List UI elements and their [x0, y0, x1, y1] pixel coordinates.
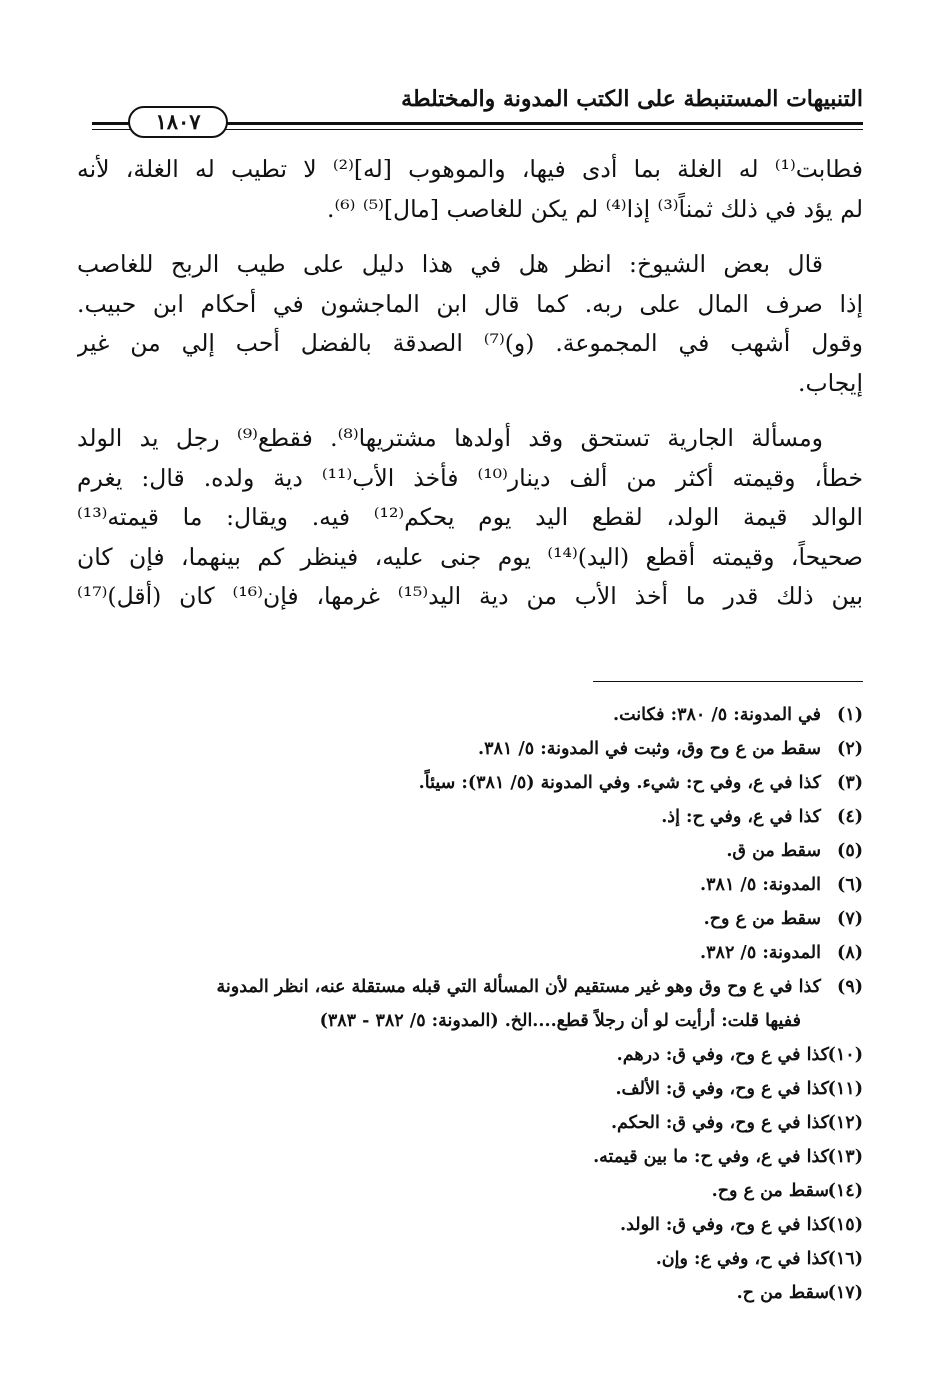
footnote-text: كذا في ح، وفي ع: وإن. — [655, 1249, 829, 1269]
page-number: ١٨٠٧ — [128, 106, 228, 138]
footnote-number: (١١) — [827, 1079, 863, 1099]
footnote-item — [73, 868, 863, 902]
text-line: فطابت⁽¹⁾ له الغلة بما أدى فيها، والموهوب [له]⁽²⁾ لا تطيب له الغلة، لأنه — [77, 155, 863, 183]
footnote-number: (٧) — [837, 909, 863, 929]
footnote-text: سقط من ع وح. — [703, 909, 821, 929]
footnote-number: (٨) — [837, 943, 863, 963]
text-line: الوالد قيمة الولد، لقطع اليد يوم يحكم⁽¹²⁾ فيه. ويقال: ما قيمته⁽¹³⁾ — [77, 503, 863, 531]
footnote-number: (١٠) — [827, 1045, 863, 1065]
footnote-item — [73, 1276, 863, 1310]
footnote-text: المدونة: ٥/ ٣٨١. — [700, 875, 821, 895]
footnote-text: كذا في ع، وفي ح: ما بين قيمته. — [593, 1147, 829, 1167]
footnote-item — [73, 1174, 863, 1208]
footnote-text: كذا في ع وح، وفي ق: درهم. — [616, 1045, 829, 1065]
footnote-item — [73, 766, 863, 800]
footnote-text: في المدونة: ٥/ ٣٨٠: فكانت. — [613, 705, 821, 725]
footnote-text: كذا في ع وح، وفي ق: الألف. — [615, 1079, 829, 1099]
footnote-item — [73, 834, 863, 868]
text-line: بين ذلك قدر ما أخذ الأب من دية اليد⁽¹⁵⁾ غرمها، فإن⁽¹⁶⁾ كان (أقل)⁽¹⁷⁾ — [77, 582, 863, 610]
footnote-number: (٦) — [837, 875, 863, 895]
footnote-text: سقط من ح. — [736, 1283, 829, 1303]
text-line: وقول أشهب في المجموعة. (و)⁽⁷⁾ الصدقة بالفضل أحب إلي من غير — [77, 329, 863, 357]
footnote-number: (١٧) — [827, 1283, 863, 1303]
footnote-text: سقط من ع وح وق، وثبت في المدونة: ٥/ ٣٨١. — [477, 739, 821, 759]
text-line: إذا صرف المال على ربه. كما قال ابن الماجشون في أحكام ابن حبيب. — [77, 289, 863, 318]
running-header-title: التنبيهات المستنبطة على الكتب المدونة والمختلطة — [401, 86, 863, 112]
paragraph-1 — [77, 150, 863, 229]
text-line: صحيحاً، وقيمته أقطع (اليد)⁽¹⁴⁾ يوم جنى عليه، فينظر كم بينهما، فإن كان — [77, 542, 863, 571]
footnote-number: (٩) — [837, 977, 863, 997]
paragraph-2 — [77, 245, 863, 403]
text-line: قال بعض الشيوخ: انظر هل في هذا دليل على طيب الربح للغاصب — [77, 250, 823, 278]
footnote-number: (١٥) — [827, 1215, 863, 1235]
footnote-number: (٣) — [837, 773, 863, 793]
main-text — [77, 150, 863, 633]
footnote-number: (٥) — [837, 841, 863, 861]
footnote-number: (١٣) — [827, 1147, 863, 1167]
footnote-number: (١٤) — [827, 1181, 863, 1201]
footnote-continuation: ففيها قلت: أرأيت لو أن رجلاً قطع....الخ. (المدونة: ٥/ ٣٨٢ - ٣٨٣) — [319, 1011, 801, 1031]
text-line: ومسألة الجارية تستحق وقد أولدها مشتريها⁽⁸⁾. فقطع⁽⁹⁾ رجل يد الولد — [77, 424, 824, 452]
footnote-text: كذا في ع، وفي ح: إذ. — [661, 807, 821, 827]
footnote-item — [73, 1140, 863, 1174]
footnote-item — [73, 1208, 863, 1242]
footnote-item — [73, 970, 863, 1004]
footnote-item — [73, 1072, 863, 1106]
footnote-item — [73, 1106, 863, 1140]
footnote-text: سقط من ق. — [726, 841, 821, 861]
footnote-text: سقط من ع وح. — [711, 1181, 829, 1201]
footnote-text: كذا في ع وح وق وهو غير مستقيم لأن المسألة التي قبله مستقلة عنه، انظر المدونة — [216, 977, 821, 997]
footnotes — [73, 698, 863, 1310]
text-line: لم يؤد في ذلك ثمناً⁽³⁾ إذا⁽⁴⁾ لم يكن للغاصب [مال]⁽⁵⁾ ⁽⁶⁾. — [327, 194, 863, 223]
footnote-text: كذا في ع وح، وفي ق: الولد. — [619, 1215, 829, 1235]
footnote-item — [73, 800, 863, 834]
footnote-number: (١٢) — [827, 1113, 863, 1133]
footnote-number: (٤) — [837, 807, 863, 827]
footnote-number: (١) — [837, 705, 863, 725]
footnote-item — [73, 936, 863, 970]
text-line: إيجاب. — [798, 368, 863, 397]
footnote-item — [73, 1242, 863, 1276]
footnote-item — [73, 902, 863, 936]
footnote-item — [73, 732, 863, 766]
footnote-text: المدونة: ٥/ ٣٨٢. — [700, 943, 821, 963]
footnote-item — [73, 1038, 863, 1072]
paragraph-3 — [77, 419, 863, 617]
footnote-text: كذا في ع، وفي ح: شيء. وفي المدونة (٥/ ٣٨١): سيئاً. — [418, 773, 821, 793]
text-line: خطأ، وقيمته أكثر من ألف دينار⁽¹⁰⁾ فأخذ الأب⁽¹¹⁾ دية ولده. قال: يغرم — [77, 463, 863, 492]
footnote-number: (١٦) — [827, 1249, 863, 1269]
footnote-separator — [593, 681, 863, 682]
footnote-text: كذا في ع وح، وفي ق: الحكم. — [610, 1113, 829, 1133]
footnote-number: (٢) — [837, 739, 863, 759]
footnote-item — [73, 698, 863, 732]
